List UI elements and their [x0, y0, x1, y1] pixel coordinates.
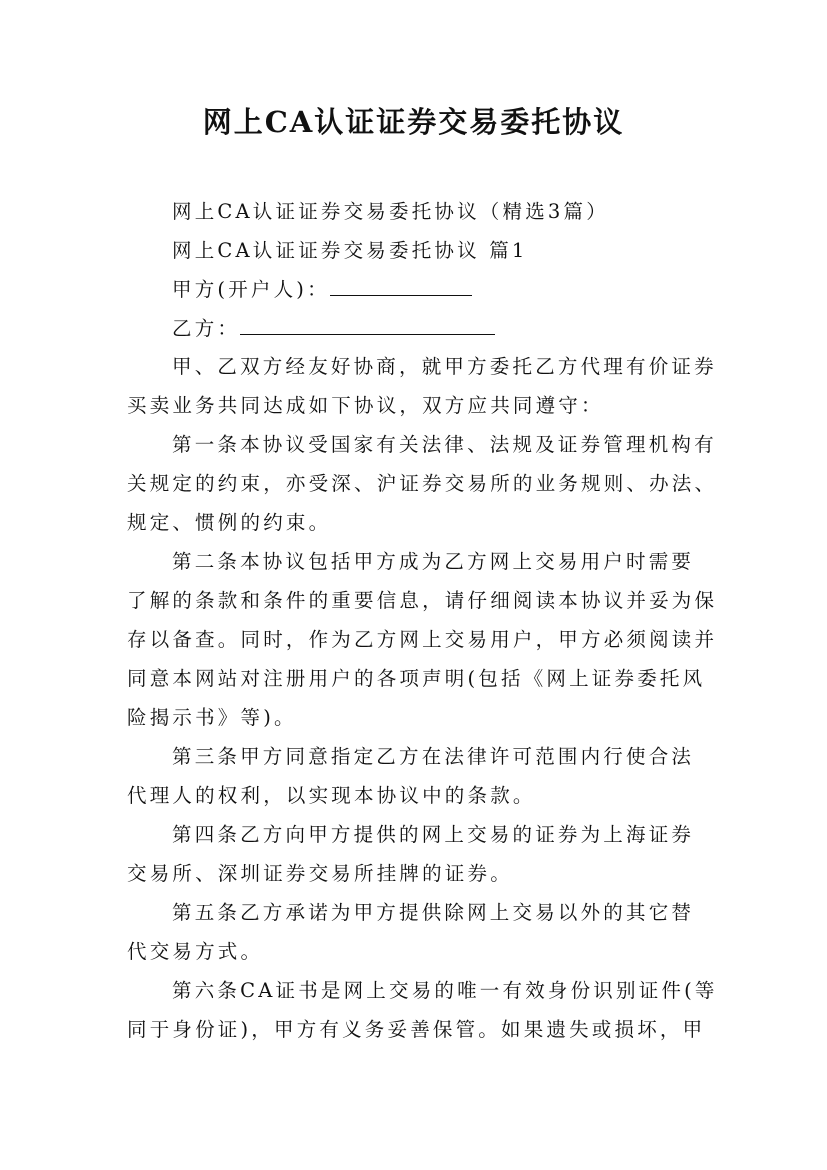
paragraph-line: 代理人的权利，以实现本协议中的条款。 — [127, 784, 536, 807]
party-b-blank — [240, 316, 495, 335]
paragraph-line: 存以备查。同时，作为乙方网上交易用户，甲方必须阅读并 — [127, 628, 718, 651]
party-a-blank — [330, 277, 472, 296]
paragraph-line: 第三条甲方同意指定乙方在法律许可范围内行使合法 — [172, 745, 695, 768]
paragraph-line: 第五条乙方承诺为甲方提供除网上交易以外的其它替 — [172, 901, 695, 924]
paragraph-line: 了解的条款和条件的重要信息，请仔细阅读本协议并妥为保 — [127, 589, 718, 612]
party-b-line — [172, 314, 762, 344]
party-a-label: 甲方(开户人)： — [172, 278, 330, 301]
paragraph-line: 第四条乙方向甲方提供的网上交易的证券为上海证券 — [172, 823, 695, 846]
paragraph-line: 规定、惯例的约束。 — [127, 511, 332, 534]
paragraph-line: 关规定的约束，亦受深、沪证券交易所的业务规则、办法、 — [127, 472, 718, 495]
party-a-line — [172, 275, 762, 305]
paragraph-line: 险揭示书》等)。 — [127, 706, 297, 729]
paragraph-line: 第一条本协议受国家有关法律、法规及证券管理机构有 — [172, 433, 717, 456]
subtitle-selection: 网上CA认证证券交易委托协议（精选3篇） — [172, 200, 609, 223]
paragraph-line: 第六条CA证书是网上交易的唯一有效身份识别证件(等 — [172, 979, 718, 1002]
paragraph-line: 交易所、深圳证券交易所挂牌的证券。 — [127, 862, 513, 885]
paragraph-line: 同于身份证)，甲方有义务妥善保管。如果遗失或损坏，甲 — [127, 1018, 706, 1041]
paragraph-line: 第二条本协议包括甲方成为乙方网上交易用户时需要 — [172, 550, 695, 573]
paragraph-line: 甲、乙双方经友好协商，就甲方委托乙方代理有价证券 — [172, 355, 717, 378]
section-heading: 网上CA认证证券交易委托协议 篇1 — [172, 239, 528, 262]
paragraph-line: 同意本网站对注册用户的各项声明(包括《网上证券委托风 — [127, 667, 706, 690]
party-b-label: 乙方： — [172, 317, 241, 340]
document-title: 网上CA认证证券交易委托协议 — [202, 105, 625, 139]
paragraph-line: 代交易方式。 — [127, 940, 264, 963]
paragraph-line: 买卖业务共同达成如下协议，双方应共同遵守： — [127, 394, 604, 417]
